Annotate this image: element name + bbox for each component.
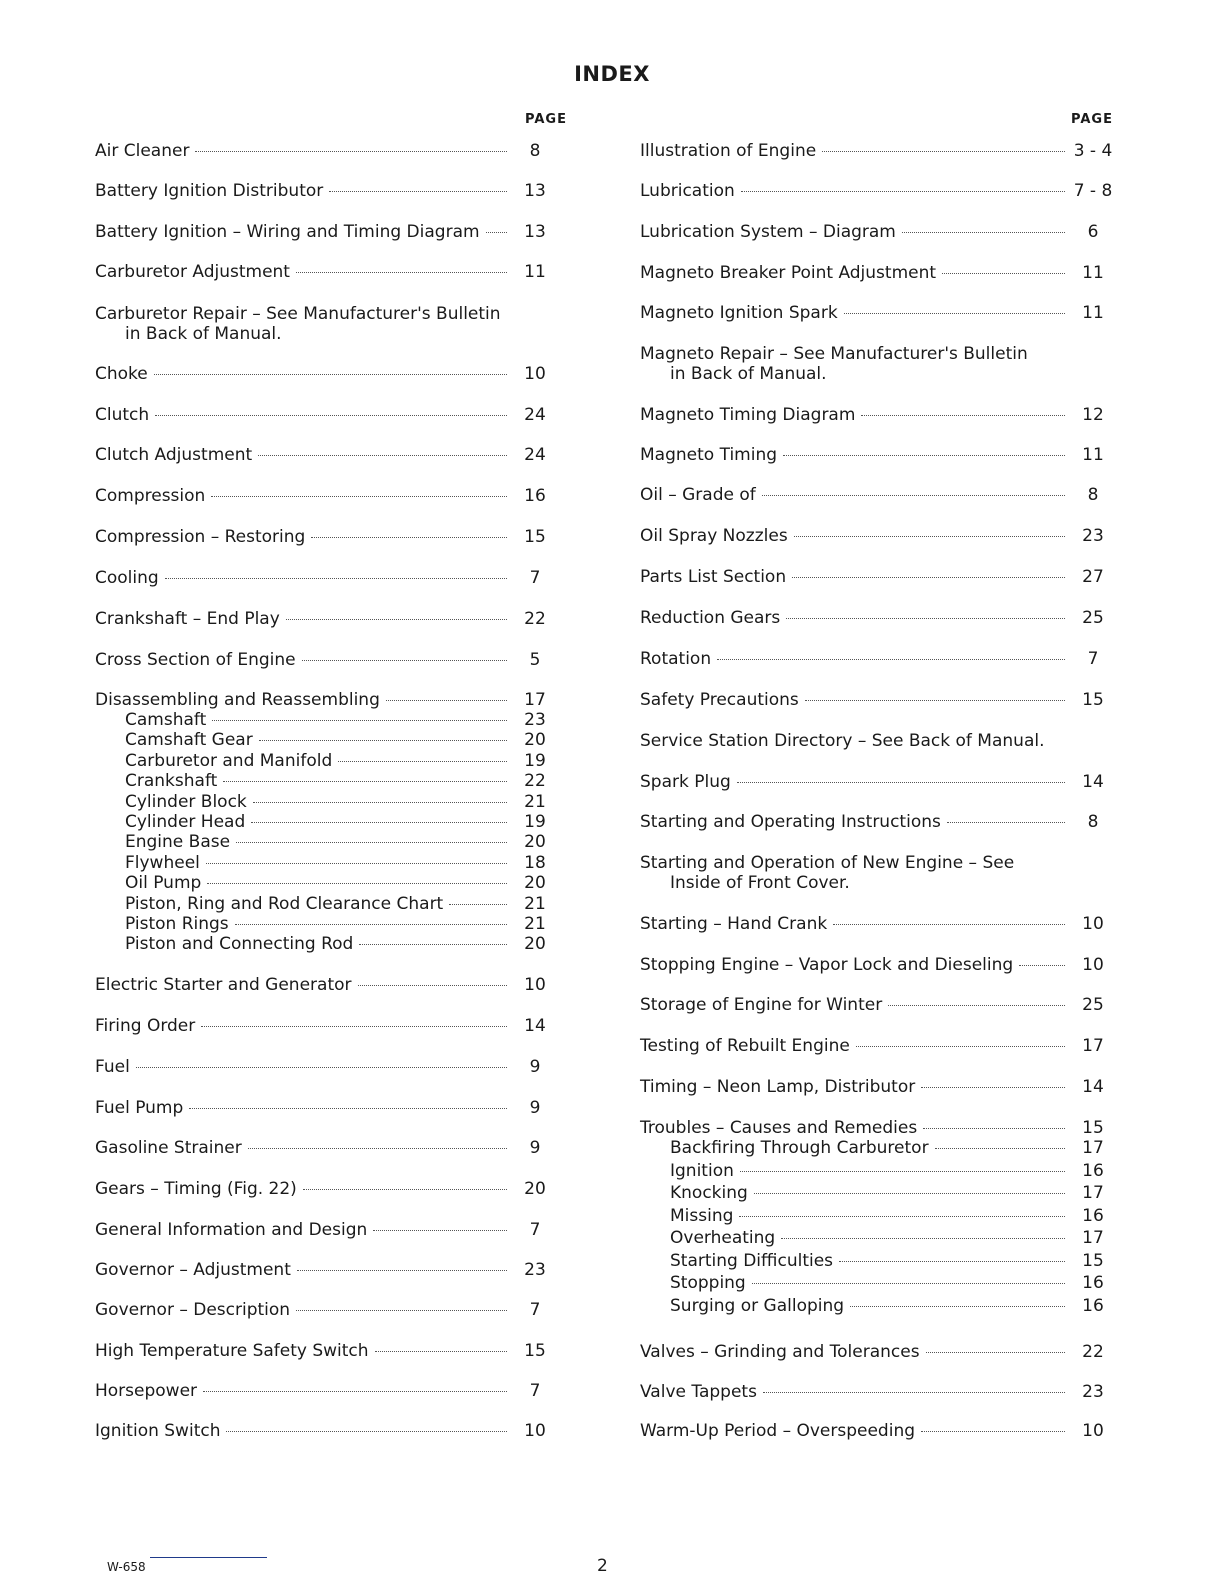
index-entry: Air Cleaner 8	[95, 141, 541, 161]
index-entry-group: Troubles – Causes and Remedies 15 Backfiring Through Carburetor 17 Ignition 16 Knocking 17 Missing 16 Overheating 17 Starting Difficulties 15 Stopping 16 Surging or Galloping 16	[640, 1118, 1115, 1318]
index-entry-continuation: in Back of Manual.	[125, 324, 282, 344]
index-entry: Governor – Adjustment 23	[95, 1260, 546, 1280]
index-subentry: Stopping 16	[670, 1273, 1104, 1293]
index-entry: Starting and Operation of New Engine – See Inside of Front Cover.	[640, 853, 1115, 893]
index-entry: Stopping Engine – Vapor Lock and Dieseling 10	[640, 955, 1104, 975]
index-entry: General Information and Design 7	[95, 1220, 541, 1240]
index-entry: Carburetor Repair – See Manufacturer's Bulletin in Back of Manual.	[95, 304, 557, 344]
index-subentry: Crankshaft 22	[125, 771, 546, 792]
document-code: W-658	[107, 1560, 146, 1574]
index-subentry: Camshaft 23	[125, 710, 546, 730]
index-subentry: Piston and Connecting Rod 20	[125, 934, 546, 955]
index-entry: Timing – Neon Lamp, Distributor 14	[640, 1077, 1104, 1097]
index-entry: Crankshaft – End Play 22	[95, 609, 546, 629]
index-subentry: Overheating 17	[670, 1228, 1104, 1248]
index-subentry: Cylinder Head 19	[125, 811, 546, 832]
index-entry: Safety Precautions 15	[640, 690, 1104, 710]
index-subentry: Camshaft Gear 20	[125, 730, 546, 751]
index-entry: Magneto Repair – See Manufacturer's Bulletin in Back of Manual.	[640, 344, 1115, 384]
index-entry: Magneto Timing 11	[640, 445, 1104, 465]
index-subentry: Starting Difficulties 15	[670, 1250, 1104, 1271]
index-entry: Magneto Breaker Point Adjustment 11	[640, 263, 1104, 283]
index-entry: Reduction Gears 25	[640, 608, 1104, 628]
index-subentry: Oil Pump 20	[125, 873, 546, 894]
index-entry: Horsepower 7	[95, 1381, 541, 1401]
index-entry: Compression – Restoring 15	[95, 527, 546, 547]
index-subentry: Carburetor and Manifold 19	[125, 750, 546, 771]
index-entry: Compression 16	[95, 486, 546, 506]
index-entry: Oil – Grade of 8	[640, 485, 1099, 505]
index-entry: Warm-Up Period – Overspeeding 10	[640, 1421, 1104, 1441]
index-entry: Valves – Grinding and Tolerances 22	[640, 1342, 1104, 1362]
index-entry: Carburetor Adjustment 11	[95, 262, 546, 282]
index-entry: Battery Ignition Distributor 13	[95, 181, 546, 201]
index-entry: Governor – Description 7	[95, 1300, 541, 1320]
page-column-header: PAGE	[1071, 112, 1113, 127]
index-entry: Rotation 7	[640, 649, 1099, 669]
index-entry: Clutch Adjustment 24	[95, 445, 546, 465]
index-entry: Parts List Section 27	[640, 567, 1104, 587]
index-entry: Cross Section of Engine 5	[95, 650, 541, 670]
index-subentry: Engine Base 20	[125, 832, 546, 853]
index-entry: Firing Order 14	[95, 1016, 546, 1036]
index-entry: Oil Spray Nozzles 23	[640, 526, 1104, 546]
index-subentry: Missing 16	[670, 1205, 1104, 1226]
index-subentry: Backfiring Through Carburetor 17	[670, 1138, 1104, 1158]
index-entry-continuation: Inside of Front Cover.	[670, 873, 850, 893]
index-entry: High Temperature Safety Switch 15	[95, 1341, 546, 1361]
index-entry: Clutch 24	[95, 405, 546, 425]
index-subentry: Surging or Galloping 16	[670, 1295, 1104, 1316]
index-subentry: Ignition 16	[670, 1160, 1104, 1181]
page-title: INDEX	[574, 62, 650, 86]
index-entry: Fuel Pump 9	[95, 1098, 541, 1118]
index-entry: Choke 10	[95, 364, 546, 384]
index-entry: Cooling 7	[95, 568, 541, 588]
index-entry: Storage of Engine for Winter 25	[640, 995, 1104, 1015]
index-entry: Illustration of Engine 3 - 4	[640, 141, 1113, 161]
index-subentry: Cylinder Block 21	[125, 791, 546, 812]
page-number: 2	[597, 1556, 608, 1576]
index-entry: Electric Starter and Generator 10	[95, 975, 546, 995]
index-entry: Battery Ignition – Wiring and Timing Diagram 13	[95, 222, 546, 242]
index-entry: Lubrication 7 - 8	[640, 181, 1113, 201]
page-column-header: PAGE	[525, 112, 567, 127]
index-subentry: Piston, Ring and Rod Clearance Chart 21	[125, 893, 546, 914]
index-entry: Magneto Timing Diagram 12	[640, 405, 1104, 425]
index-entry-continuation: in Back of Manual.	[670, 364, 827, 384]
index-entry: Gears – Timing (Fig. 22) 20	[95, 1179, 546, 1199]
index-subentry: Flywheel 18	[125, 852, 546, 873]
index-subentry: Knocking 17	[670, 1183, 1104, 1203]
index-entry: Starting – Hand Crank 10	[640, 914, 1104, 934]
index-entry: Spark Plug 14	[640, 772, 1104, 792]
index-entry: Testing of Rebuilt Engine 17	[640, 1036, 1104, 1056]
index-entry: Ignition Switch 10	[95, 1421, 546, 1441]
index-entry: Service Station Directory – See Back of Manual.	[640, 731, 1045, 751]
index-entry: Gasoline Strainer 9	[95, 1138, 541, 1158]
index-entry: Fuel 9	[95, 1057, 541, 1077]
index-entry: Valve Tappets 23	[640, 1382, 1104, 1402]
index-entry: Starting and Operating Instructions 8	[640, 812, 1099, 832]
index-entry-group: Disassembling and Reassembling 17 Camshaft 23 Camshaft Gear 20 Carburetor and Manifold 19 Crankshaft 22 Cylinder Block 21 Cylinder Head 19 Engine Base 20 Flywheel 18 Oil Pump 20 Piston, Ring and Rod Clearance Chart 21 Piston Rings 21 Piston and Connecting Rod 20	[95, 690, 557, 955]
index-entry: Lubrication System – Diagram 6	[640, 222, 1099, 242]
footer-divider	[150, 1557, 267, 1558]
index-entry: Magneto Ignition Spark 11	[640, 303, 1104, 323]
index-subentry: Piston Rings 21	[125, 913, 546, 934]
